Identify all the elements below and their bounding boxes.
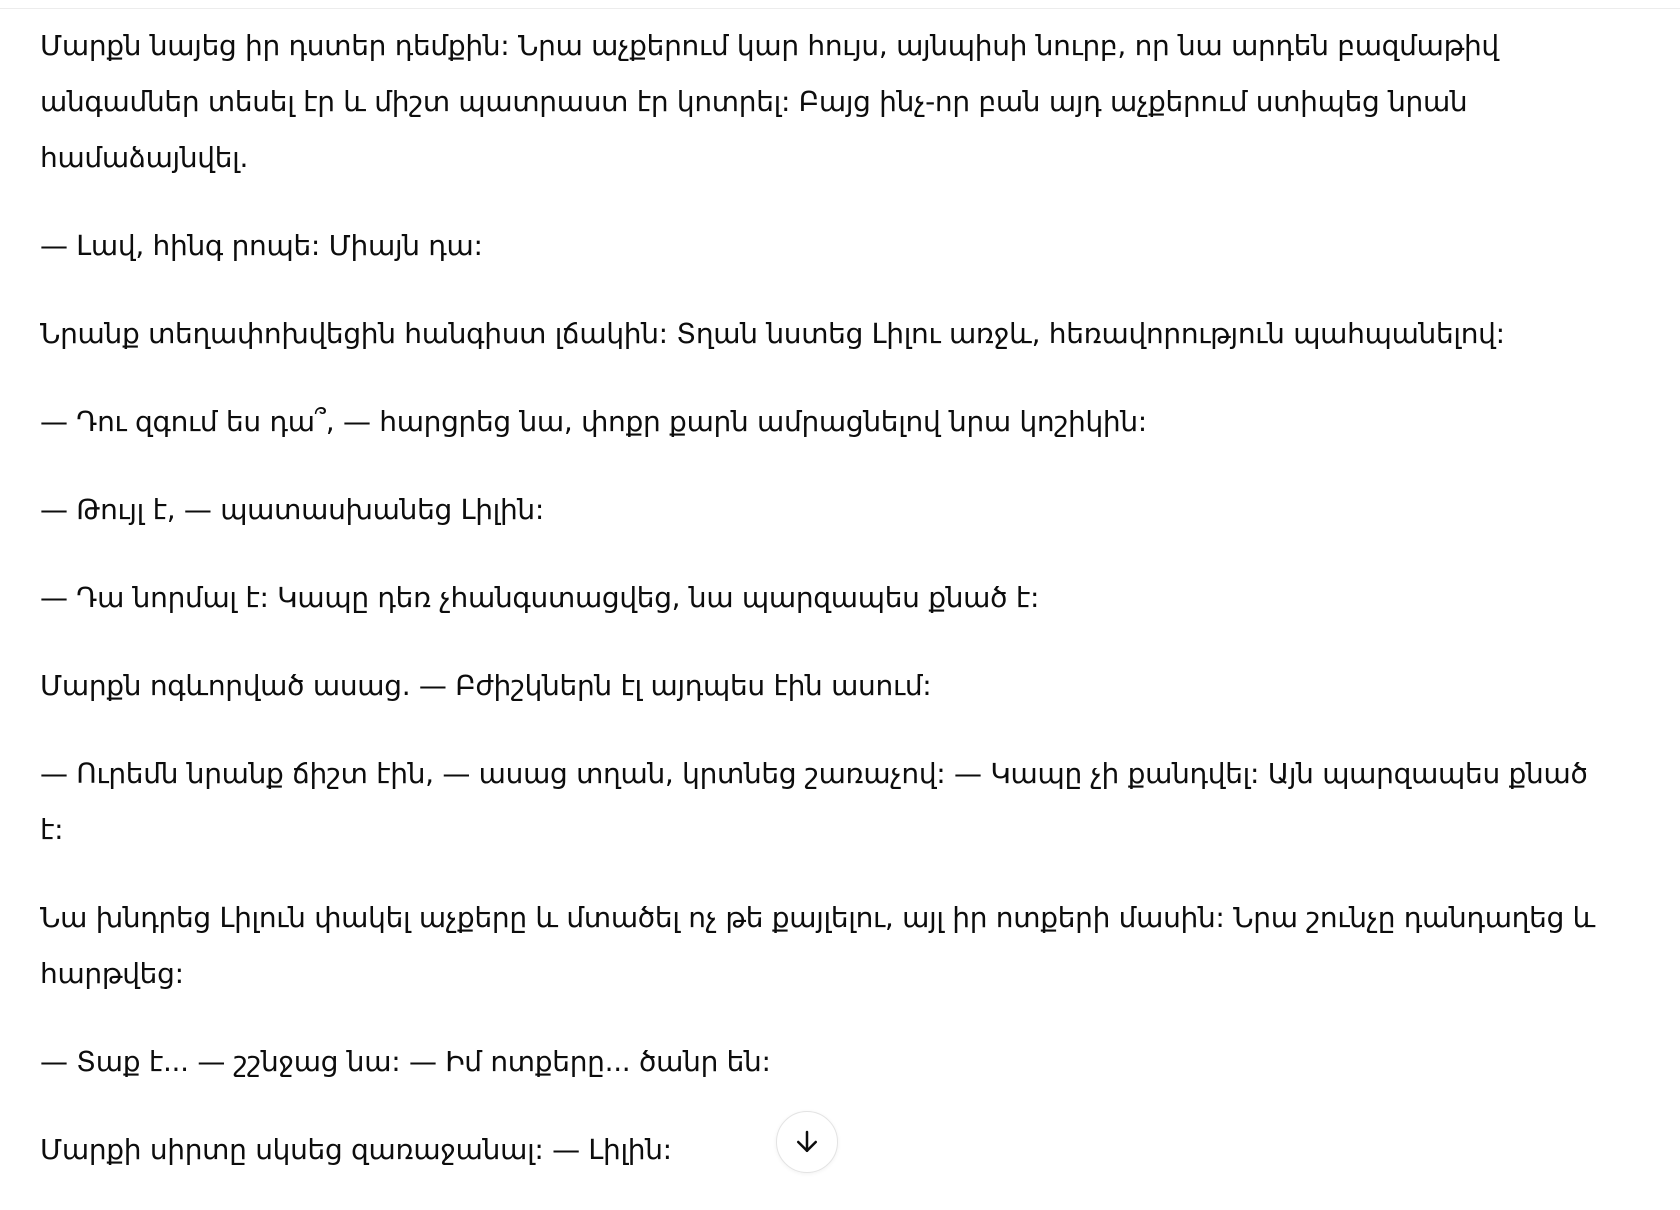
message-paragraph: Մարքն ոգևորված ասաց. — Բժիշկներն էլ այդպես էին ասում:	[40, 669, 932, 702]
message-paragraph: Մարքի սիրտը սկսեց զառաջանալ: — Լիլին:	[40, 1133, 672, 1166]
assistant-message	[40, 18, 1600, 1210]
message-paragraph: — Դա նորմալ է: Կապը դեռ չհանգստացվեց, նա պարզապես քնած է:	[40, 581, 1040, 614]
arrow-down-icon	[792, 1127, 822, 1157]
message-paragraph: — Տաք է... — շշնջաց նա: — Իմ ոտքերը... ծանր են:	[40, 1045, 771, 1078]
message-paragraph: Նա խնդրեց Լիլուն փակել աչքերը և մտածել ոչ թե քայլելու, այլ իր ոտքերի մասին: Նրա շունչը դանդաղեց և հարթվեց:	[40, 901, 1596, 990]
top-divider	[0, 8, 1680, 9]
message-paragraph: — Թույլ է, — պատասխանեց Լիլին:	[40, 493, 544, 526]
message-paragraph: — Դու զգում ես դա՞, — հարցրեց նա, փոքր քարն ամրացնելով նրա կոշիկին:	[40, 405, 1147, 438]
scroll-to-bottom-button[interactable]	[776, 1111, 838, 1173]
message-paragraph: — Ուրեմն նրանք ճիշտ էին, — ասաց տղան, կրտնեց շառաչով: — Կապը չի քանդվել: Այն պարզապես քնած է:	[40, 757, 1588, 846]
message-paragraph: — Լավ, հինգ րոպե: Միայն դա:	[40, 229, 483, 262]
message-paragraph: Մարքն նայեց իր դստեր դեմքին: Նրա աչքերում կար հույս, այնպիսի նուրբ, որ նա արդեն բազմաթիվ անգամներ տեսել էր և միշտ պատրաստ էր կոտրել: Բայց ինչ-որ բան այդ աչքերում ստիպեց նրան համաձայնվել.	[40, 29, 1499, 174]
message-paragraph: Նրանք տեղափոխվեցին հանգիստ լճակին: Տղան նստեց Լիլու առջև, հեռավորություն պահպանելով:	[40, 317, 1505, 350]
